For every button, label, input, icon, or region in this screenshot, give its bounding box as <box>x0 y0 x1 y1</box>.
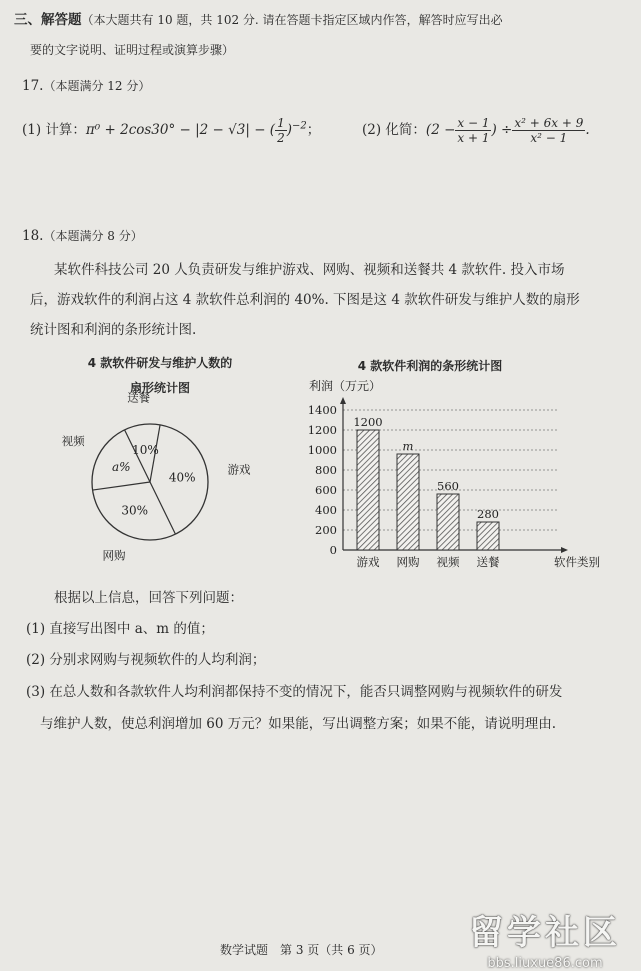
y-tick-label: 400 <box>315 503 337 517</box>
y-tick-label: 1000 <box>307 443 337 457</box>
bar-chart <box>295 374 600 574</box>
q18-sub3-line2: 与维护人数，使总利润增加 60 万元？如果能，写出调整方案；如果不能，请说明理由. <box>40 716 557 732</box>
q17-number: 17. <box>22 78 44 94</box>
pie-slice-boundary <box>93 482 150 490</box>
pie-slice-boundary <box>150 482 175 534</box>
q17-part2-label: (2) 化简： <box>362 122 426 138</box>
q18-intro-line1: 某软件科技公司 20 人负责研发与维护游戏、网购、视频和送餐共 4 款软件. 投入市场 <box>54 262 565 278</box>
x-category-label: 网购 <box>396 555 420 569</box>
q17-part1-fraction <box>275 116 287 145</box>
bar <box>397 454 419 550</box>
bar-data-label: m <box>402 439 414 453</box>
pie-slice-label: 视频 <box>61 434 85 449</box>
q17-part1-exponent: −2 <box>291 120 307 132</box>
section-note-line1: （本大题共有 10 题，共 102 分. 请在答题卡指定区域内作答，解答时应写出必 <box>81 13 503 27</box>
q17-part1 <box>22 116 320 145</box>
bar <box>477 522 499 550</box>
pie-title-line1: 4 款软件研发与维护人数的 <box>87 356 233 370</box>
y-tick-label: 600 <box>315 483 337 497</box>
q18-intro-line3: 统计图和利润的条形统计图. <box>30 322 197 338</box>
q17-part2-fraction2 <box>512 116 585 145</box>
bar <box>357 430 379 550</box>
pie-slice-label: 网购 <box>102 548 126 563</box>
q17-part2-fraction1 <box>455 116 491 145</box>
y-axis-arrow <box>340 397 346 404</box>
bar-data-label: 560 <box>437 479 459 493</box>
y-axis-label: 利润（万元） <box>309 379 382 393</box>
pie-slice-label: 游戏 <box>227 462 251 477</box>
fraction-numerator: x − 1 <box>457 116 490 130</box>
q18-intro-line2: 后，游戏软件的利润占这 4 款软件总利润的 40%. 下图是这 4 款软件研发与维护人数的扇形 <box>30 292 580 308</box>
y-tick-label: 1400 <box>307 403 337 417</box>
fraction-denominator: 2 <box>277 131 285 145</box>
x-category-label: 送餐 <box>476 555 500 569</box>
y-tick-label: 200 <box>315 523 337 537</box>
bar-data-label: 1200 <box>353 415 383 429</box>
q17-part1-label: (1) 计算： <box>22 122 86 138</box>
q18-sub3-line1: (3) 在总人数和各款软件人均利润都保持不变的情况下，能否只调整网购与视频软件的研发 <box>26 684 563 700</box>
q17-part2-b: ) ÷ <box>491 122 513 138</box>
pie-slice-value: 40% <box>168 470 196 485</box>
page-footer: 数学试题 第 3 页（共 6 页） <box>220 943 383 957</box>
fraction-denominator: x² − 1 <box>530 131 568 145</box>
section-header <box>14 14 503 28</box>
q18-number: 18. <box>22 228 44 244</box>
pie-slice-value: 10% <box>132 442 159 457</box>
fraction-denominator: x + 1 <box>457 131 490 145</box>
q17-score: （本题满分 12 分） <box>43 79 151 93</box>
pie-slice-value: a% <box>112 459 131 474</box>
q18-sub1: (1) 直接写出图中 a、m 的值； <box>26 621 214 637</box>
q18-after-charts: 根据以上信息，回答下列问题： <box>54 590 243 606</box>
fraction-numerator: 1 <box>277 116 285 130</box>
watermark <box>469 905 621 971</box>
pie-slice-value: 30% <box>121 503 149 518</box>
q17-part1-end: ； <box>306 122 321 138</box>
q17-part1-expr-a: π⁰ + 2cos30° − |2 − √3| − ( <box>85 122 276 138</box>
x-category-label: 游戏 <box>356 555 380 569</box>
pie-chart-title <box>60 354 260 396</box>
section-title: 三、解答题 <box>14 12 82 28</box>
q17-part2-end: . <box>585 122 590 138</box>
watermark-logo: 留学社区 <box>469 913 621 953</box>
q17-part1-expr-b: ) <box>286 122 292 138</box>
y-tick-label: 1200 <box>307 423 337 437</box>
q17-part2-a: (2 − <box>425 122 456 138</box>
y-tick-label: 0 <box>329 543 337 557</box>
x-category-label: 视频 <box>436 555 460 569</box>
bar-chart-title: 4 款软件利润的条形统计图 <box>357 359 503 373</box>
q17-part2 <box>362 116 590 145</box>
x-axis-label: 软件类别 <box>554 555 600 569</box>
q17-header <box>22 80 150 94</box>
watermark-url: bbs.liuxue86.com <box>487 956 603 971</box>
bar <box>437 494 459 550</box>
bar-data-label: 280 <box>477 507 499 521</box>
pie-title-line2: 扇形统计图 <box>129 381 190 395</box>
q18-sub2: (2) 分别求网购与视频软件的人均利润； <box>26 652 266 668</box>
pie-slice-label: 送餐 <box>127 390 151 405</box>
q18-header <box>22 230 143 244</box>
x-axis-arrow <box>561 547 568 553</box>
q18-score: （本题满分 8 分） <box>43 229 143 243</box>
section-note-line2: 要的文字说明、证明过程或演算步骤） <box>30 43 235 57</box>
fraction-numerator: x² + 6x + 9 <box>514 116 584 130</box>
y-tick-label: 800 <box>315 463 337 477</box>
pie-chart <box>40 390 280 570</box>
